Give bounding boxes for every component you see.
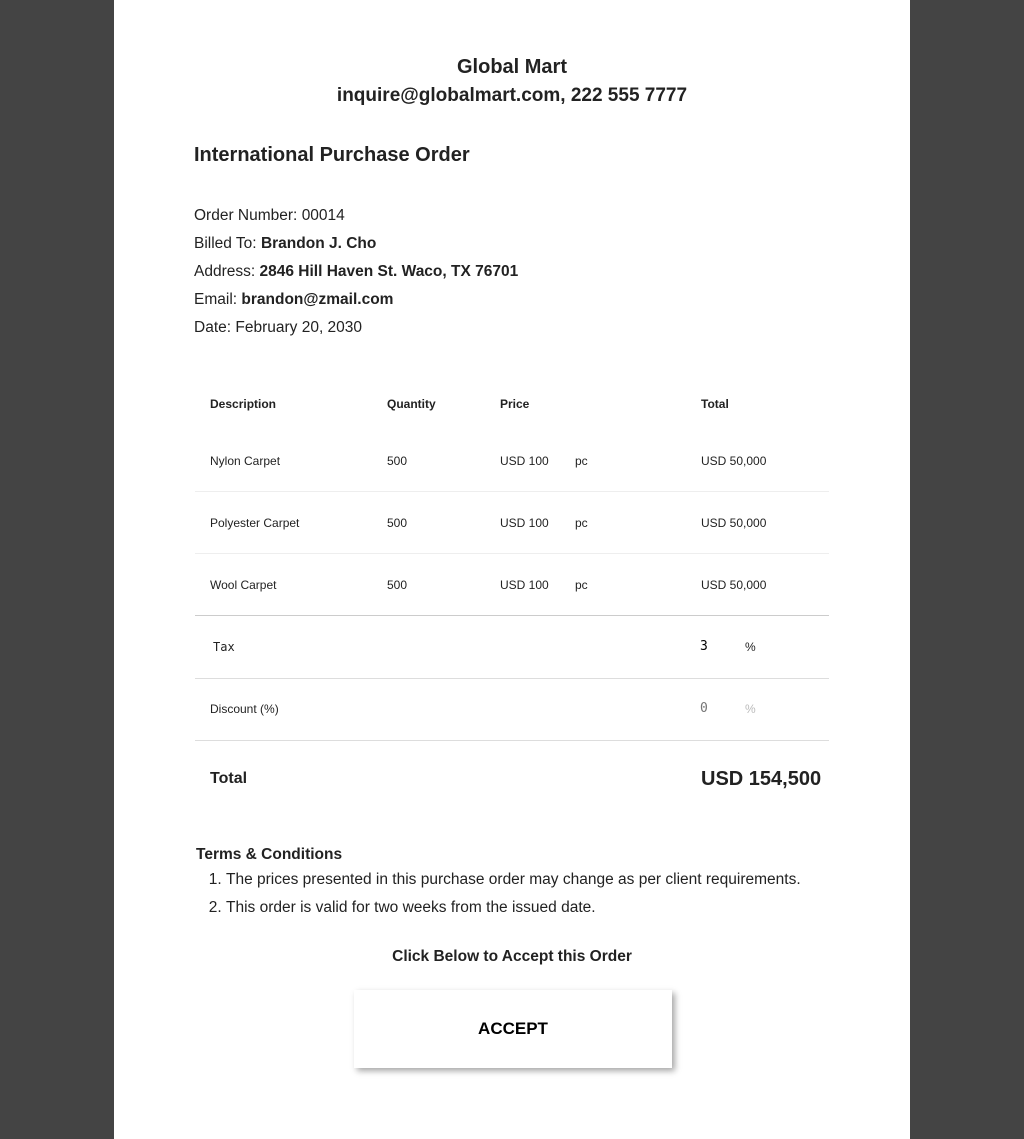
terms-title: Terms & Conditions bbox=[196, 846, 343, 863]
col-description: Description bbox=[210, 397, 277, 411]
item-unit: pc bbox=[560, 554, 686, 616]
tax-label: Tax bbox=[213, 640, 235, 654]
tax-unit: % bbox=[745, 640, 756, 654]
company-contact: inquire@globalmart.com, 222 555 7777 bbox=[336, 85, 688, 106]
order-number-label: Order Number: bbox=[194, 207, 298, 224]
accept-button[interactable]: ACCEPT bbox=[354, 990, 672, 1068]
col-price: Price bbox=[500, 397, 530, 411]
col-total: Total bbox=[701, 397, 729, 411]
discount-unit: % bbox=[745, 702, 756, 716]
item-quantity: 500 bbox=[372, 492, 485, 554]
item-total: USD 50,000 bbox=[686, 554, 829, 616]
company-name: Global Mart bbox=[456, 56, 567, 78]
discount-row bbox=[195, 679, 829, 741]
table-row bbox=[195, 492, 829, 554]
total-row bbox=[195, 741, 829, 821]
document-title: International Purchase Order bbox=[194, 144, 470, 166]
item-price: USD 100 bbox=[485, 430, 560, 492]
date: February 20, 2030 bbox=[235, 319, 363, 336]
purchase-order-page bbox=[114, 0, 910, 1139]
item-description: Polyester Carpet bbox=[195, 492, 372, 554]
item-total: USD 50,000 bbox=[686, 492, 829, 554]
tax-input[interactable] bbox=[700, 639, 730, 654]
email: brandon@zmail.com bbox=[241, 291, 394, 308]
col-quantity: Quantity bbox=[387, 397, 436, 411]
order-number: 00014 bbox=[301, 207, 345, 224]
company-phone: 222 555 7777 bbox=[570, 85, 688, 106]
item-quantity: 500 bbox=[372, 430, 485, 492]
item-description: Nylon Carpet bbox=[195, 430, 372, 492]
tax-row bbox=[195, 617, 829, 679]
address: 2846 Hill Haven St. Waco, TX 76701 bbox=[259, 263, 519, 280]
item-unit: pc bbox=[560, 430, 686, 492]
term-item: 1. The prices presented in this purchase order may change as per client requirements. bbox=[226, 866, 801, 894]
grand-total: USD 154,500 bbox=[701, 768, 822, 790]
term-item: 2. This order is valid for two weeks from the issued date. bbox=[226, 894, 801, 922]
company-header bbox=[114, 54, 910, 112]
email-label: Email: bbox=[194, 291, 238, 308]
billed-to-label: Billed To: bbox=[194, 235, 257, 252]
order-info bbox=[194, 202, 518, 342]
item-unit: pc bbox=[560, 492, 686, 554]
company-email: inquire@globalmart.com bbox=[336, 85, 561, 106]
item-quantity: 500 bbox=[372, 554, 485, 616]
items-table bbox=[195, 378, 829, 616]
terms-section bbox=[196, 846, 801, 922]
item-description: Wool Carpet bbox=[195, 554, 372, 616]
item-price: USD 100 bbox=[485, 492, 560, 554]
date-label: Date: bbox=[194, 319, 232, 336]
accept-prompt: Click Below to Accept this Order bbox=[392, 948, 632, 965]
discount-label: Discount (%) bbox=[210, 702, 279, 716]
address-label: Address: bbox=[194, 263, 256, 280]
item-total: USD 50,000 bbox=[686, 430, 829, 492]
discount-input[interactable] bbox=[700, 701, 730, 716]
item-price: USD 100 bbox=[485, 554, 560, 616]
billed-to: Brandon J. Cho bbox=[260, 235, 377, 252]
table-row bbox=[195, 430, 829, 492]
table-row bbox=[195, 554, 829, 616]
total-label: Total bbox=[210, 770, 248, 787]
